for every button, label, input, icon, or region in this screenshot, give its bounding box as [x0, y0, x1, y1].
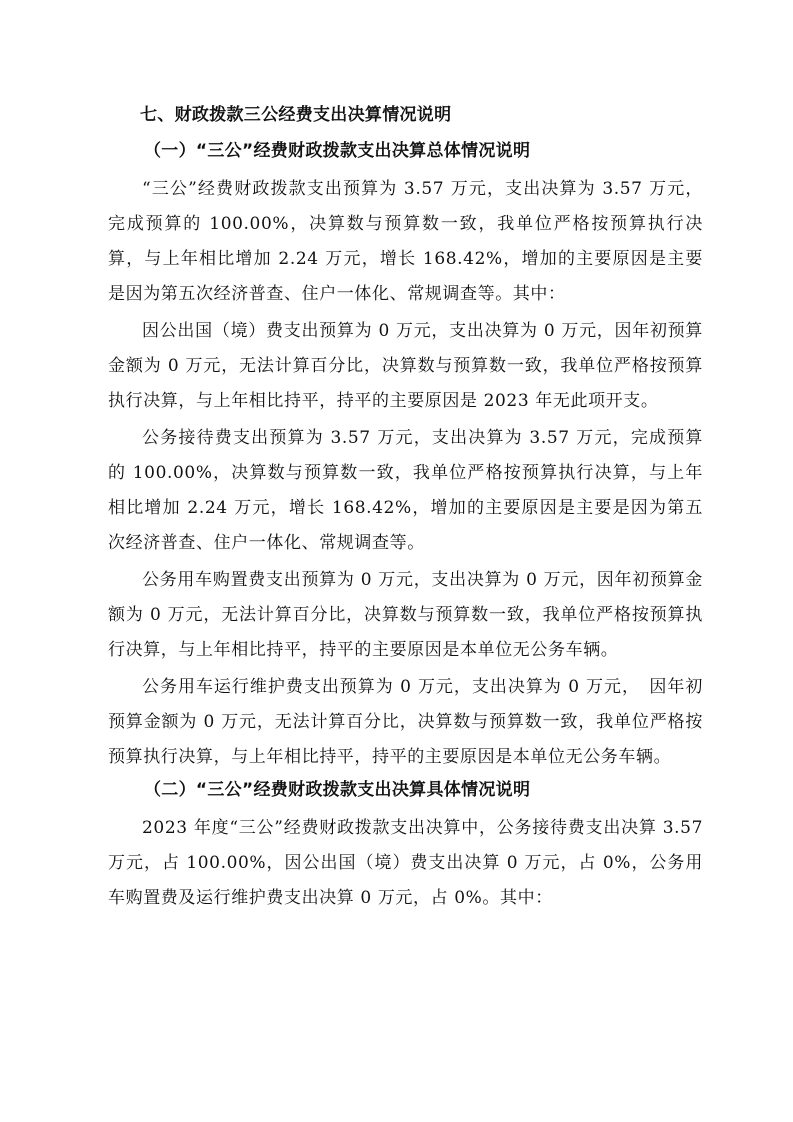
- subsection-title-1: （一）“三公”经费财政拨款支出决算总体情况说明: [144, 141, 531, 161]
- paragraph-overseas-travel: 因公出国（境）费支出预算为 0 万元，支出决算为 0 万元，因年初预算金额为 0 万元，无法计算百分比，决算数与预算数一致，我单位严格按预算执行决算，与上年相比持平，持平的主要原因是 2023 年无此项开支。: [108, 321, 703, 411]
- section-title: 七、财政拨款三公经费支出决算情况说明: [140, 105, 452, 125]
- subsection-title-2: （二）“三公”经费财政拨款支出决算具体情况说明: [144, 780, 531, 800]
- paragraph-vehicle-maintenance: 公务用车运行维护费支出预算为 0 万元，支出决算为 0 万元， 因年初预算金额为 0 万元，无法计算百分比，决算数与预算数一致，我单位严格按预算执行决算，与上年相比持平，持平的主要原因是本单位无公务车辆。: [108, 677, 703, 767]
- paragraph-total-overview: “三公”经费财政拨款支出预算为 3.57 万元，支出决算为 3.57 万元，完成预算的 100.00%，决算数与预算数一致，我单位严格按预算执行决算，与上年相比增加 2.24 万元，增长 168.42%，增加的主要原因是主要是因为第五次经济普查、住户一体化、常规调查等。其中：: [108, 179, 703, 304]
- paragraph-vehicle-purchase: 公务用车购置费支出预算为 0 万元，支出决算为 0 万元，因年初预算金额为 0 万元，无法计算百分比，决算数与预算数一致，我单位严格按预算执行决算，与上年相比持平，持平的主要原因是本单位无公务车辆。: [108, 570, 703, 660]
- paragraph-detailed-breakdown: 2023 年度“三公”经费财政拨款支出决算中，公务接待费支出决算 3.57 万元，占 100.00%，因公出国（境）费支出决算 0 万元，占 0%，公务用车购置费及运行维护费支出决算 0 万元，占 0%。其中：: [108, 818, 703, 908]
- paragraph-official-reception: 公务接待费支出预算为 3.57 万元，支出决算为 3.57 万元，完成预算的 100.00%，决算数与预算数一致，我单位严格按预算执行决算，与上年相比增加 2.24 万元，增长 168.42%，增加的主要原因是主要是因为第五次经济普查、住户一体化、常规调查等。: [108, 428, 703, 553]
